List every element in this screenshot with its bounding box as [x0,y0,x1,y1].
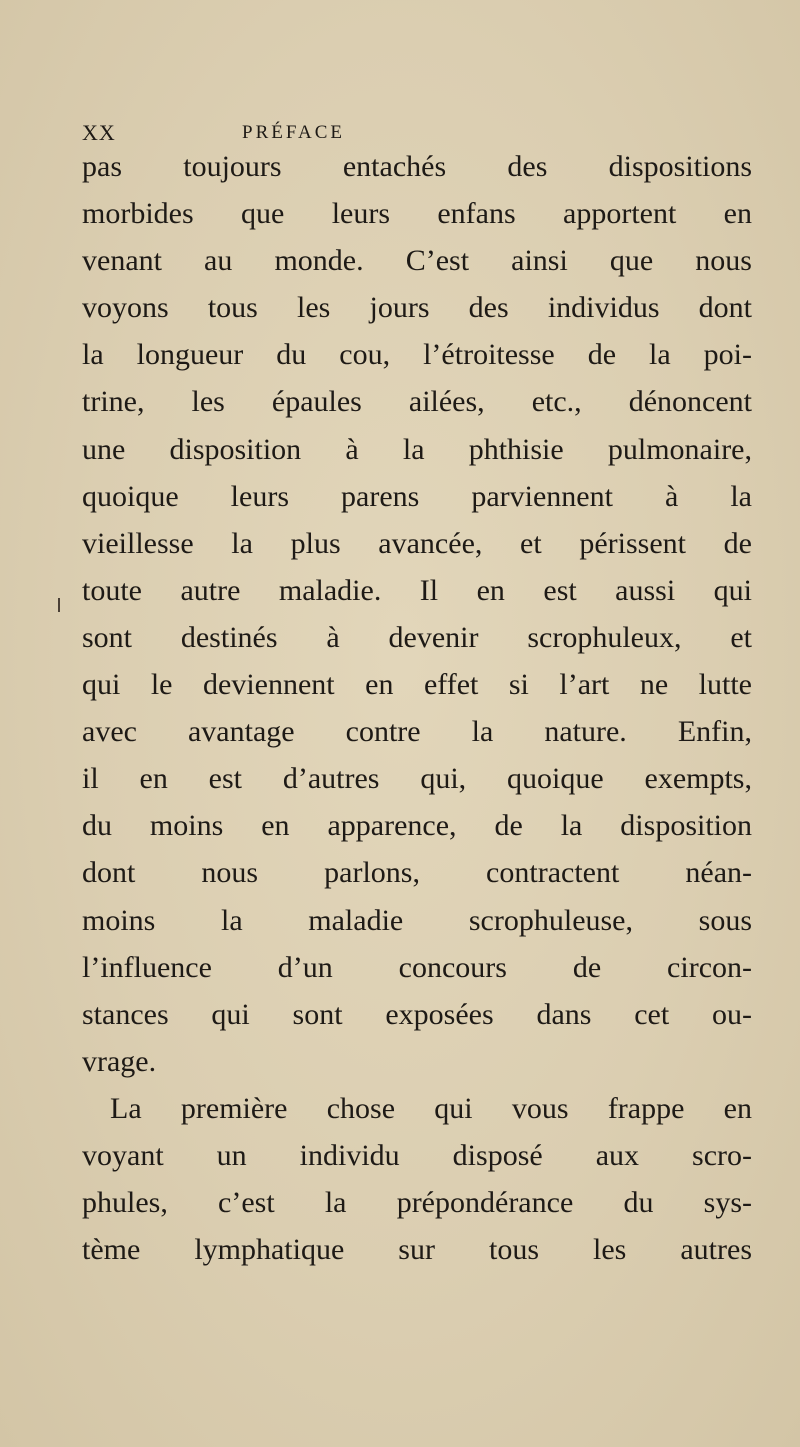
page-number: XX [82,120,116,145]
text-line: vrage. [82,1044,157,1078]
text-line: tème lymphatique sur tous les autres [82,1233,752,1267]
margin-mark [58,598,60,612]
text-line: la longueur du cou, l’étroitesse de la poi- [82,338,752,372]
text-line: voyant un individu disposé aux scro- [82,1138,752,1172]
text-line: venant au monde. C’est ainsi que nous [82,244,752,278]
text-line: La première chose qui vous frappe en [110,1091,752,1125]
text-line: qui le deviennent en effet si l’art ne lutte [82,668,752,702]
text-line: morbides que leurs enfans apportent en [82,197,752,231]
text-line: phules, c’est la prépondérance du sys- [82,1186,752,1220]
text-line: sont destinés à devenir scrophuleux, et [82,620,752,654]
text-line: voyons tous les jours des individus dont [82,291,752,325]
body-text [82,143,752,1273]
text-line: toute autre maladie. Il en est aussi qui [82,573,752,607]
text-line: stances qui sont exposées dans cet ou- [82,997,752,1031]
text-line: du moins en apparence, de la disposition [82,809,752,843]
text-line: quoique leurs parens parviennent à la [82,479,752,513]
running-title: PRÉFACE [242,122,346,143]
text-line: vieillesse la plus avancée, et périssent de [82,526,752,560]
text-line: avec avantage contre la nature. Enfin, [82,715,752,749]
text-line: pas toujours entachés des dispositions [82,150,752,183]
text-line: l’influence d’un concours de circon- [82,950,752,984]
text-line: dont nous parlons, contractent néan- [82,856,752,890]
text-line: trine, les épaules ailées, etc., dénoncent [82,385,752,419]
text-line: une disposition à la phthisie pulmonaire, [82,432,752,466]
text-line: il en est d’autres qui, quoique exempts, [82,762,752,796]
text-line: moins la maladie scrophuleuse, sous [82,903,752,937]
